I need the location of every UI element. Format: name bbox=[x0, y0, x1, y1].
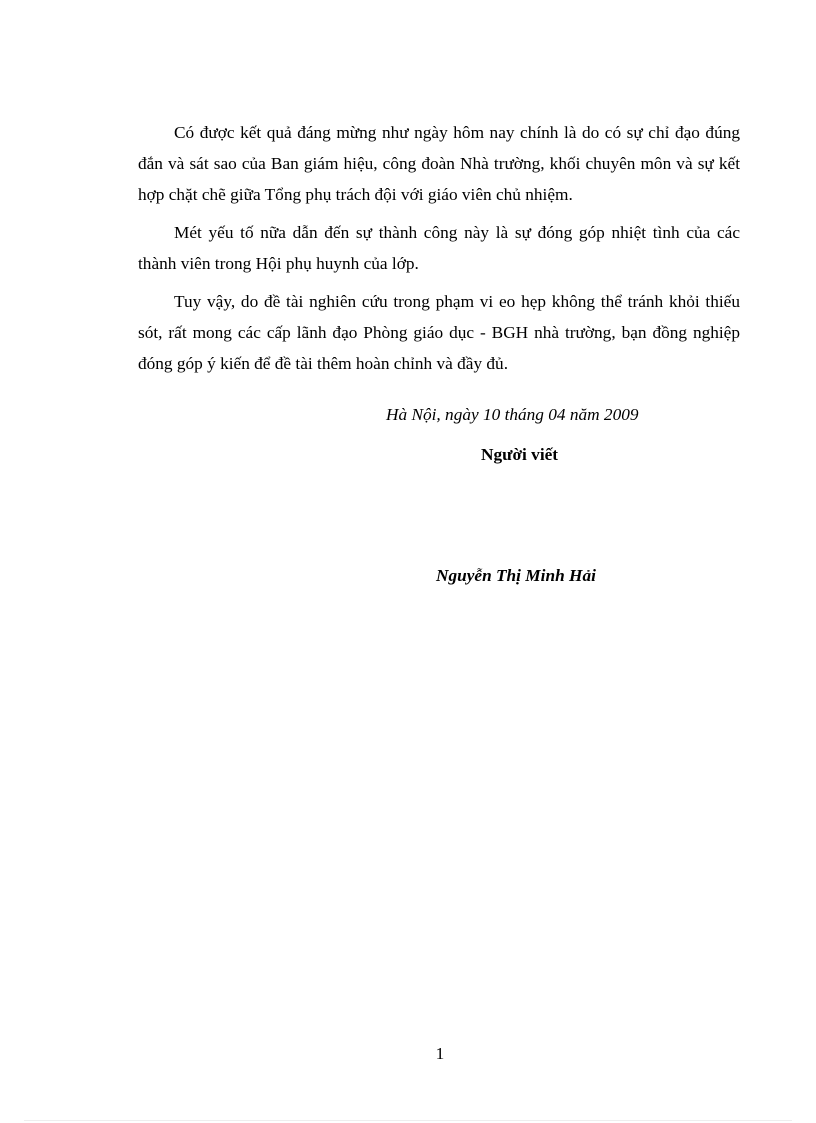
signature-role: Người viết bbox=[481, 445, 559, 464]
body-text bbox=[138, 117, 740, 386]
paragraph-parents-contribution: Mét yếu tố nữa dẫn đến sự thành công này là sự đóng góp nhiệt tình của các thành viên trong Hội phụ huynh của lớp. bbox=[138, 223, 740, 273]
page-number: 1 bbox=[435, 1044, 445, 1063]
date-line: Hà Nội, ngày 10 tháng 04 năm 2009 bbox=[386, 405, 639, 424]
author-name: Nguyễn Thị Minh Hải bbox=[436, 566, 596, 585]
paragraph-limitations: Tuy vậy, do đề tài nghiên cứu trong phạm vi eo hẹp không thể tránh khỏi thiếu sót, rất mong các cấp lãnh đạo Phòng giáo dục - BGH nhà trường, bạn đồng nghiệp đóng góp ý kiến để đề tài thêm hoàn chỉnh và đầy đủ. bbox=[138, 292, 740, 373]
paragraph-acknowledgement: Có được kết quả đáng mừng như ngày hôm nay chính là do có sự chỉ đạo đúng đắn và sát sao của Ban giám hiệu, công đoàn Nhà trường, khối chuyên môn và sự kết hợp chặt chẽ giữa Tổng phụ trách đội với giáo viên chủ nhiệm. bbox=[138, 123, 740, 204]
page-bottom-divider bbox=[24, 1120, 792, 1121]
